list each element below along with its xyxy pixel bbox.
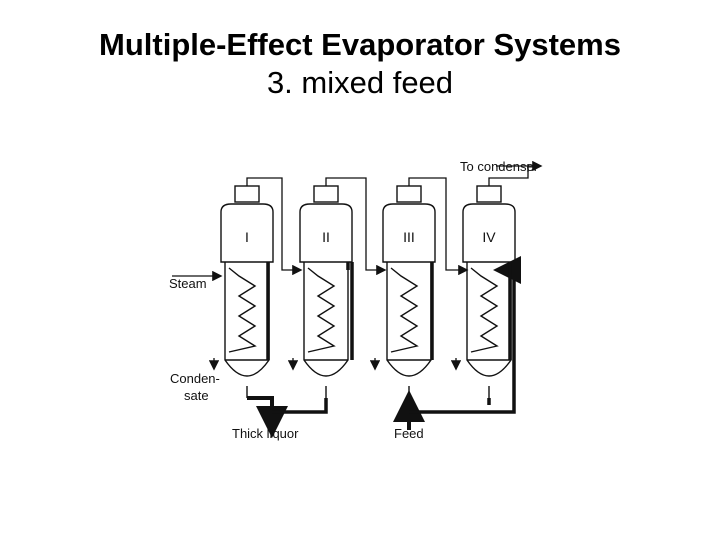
- steam-label: Steam: [169, 276, 207, 291]
- effect-number-label: III: [403, 229, 415, 245]
- effect-number-label: II: [322, 229, 330, 245]
- effect-number-label: I: [245, 229, 249, 245]
- evaporator-body: [304, 262, 348, 376]
- evaporator-effect-1: [221, 186, 273, 398]
- evaporator-body: [467, 262, 511, 376]
- evaporator-effect-4: [463, 186, 515, 398]
- vapor-outlet-cap: [235, 186, 259, 202]
- evaporator-effect-3: [383, 186, 435, 398]
- evaporator-effect-2: [300, 186, 352, 398]
- heating-coil: [471, 268, 497, 352]
- vapor-outlet-cap: [397, 186, 421, 202]
- evaporator-body: [387, 262, 431, 376]
- feed-label: Feed: [394, 426, 424, 441]
- heating-coil: [308, 268, 334, 352]
- effect-number-label: IV: [482, 229, 496, 245]
- condensate-label-1: Conden-: [170, 371, 220, 386]
- vapor-line-3: [409, 178, 466, 270]
- liquor-transfer-3-4: [409, 270, 514, 412]
- thick-liquor-label: Thick liquor: [232, 426, 299, 441]
- title-text: Multiple-Effect Evaporator Systems: [99, 27, 621, 62]
- vapor-line-2: [326, 178, 384, 270]
- heating-coil: [229, 268, 255, 352]
- evaporator-body: [225, 262, 269, 376]
- vapor-outlet-cap: [477, 186, 501, 202]
- liquor-transfer-2-1: [272, 398, 326, 412]
- condensate-label-2: sate: [184, 388, 209, 403]
- heating-coil: [391, 268, 417, 352]
- subtitle-text: 3. mixed feed: [266, 65, 454, 100]
- vapor-outlet-cap: [314, 186, 338, 202]
- to-condenser-label: To condenser: [460, 159, 539, 174]
